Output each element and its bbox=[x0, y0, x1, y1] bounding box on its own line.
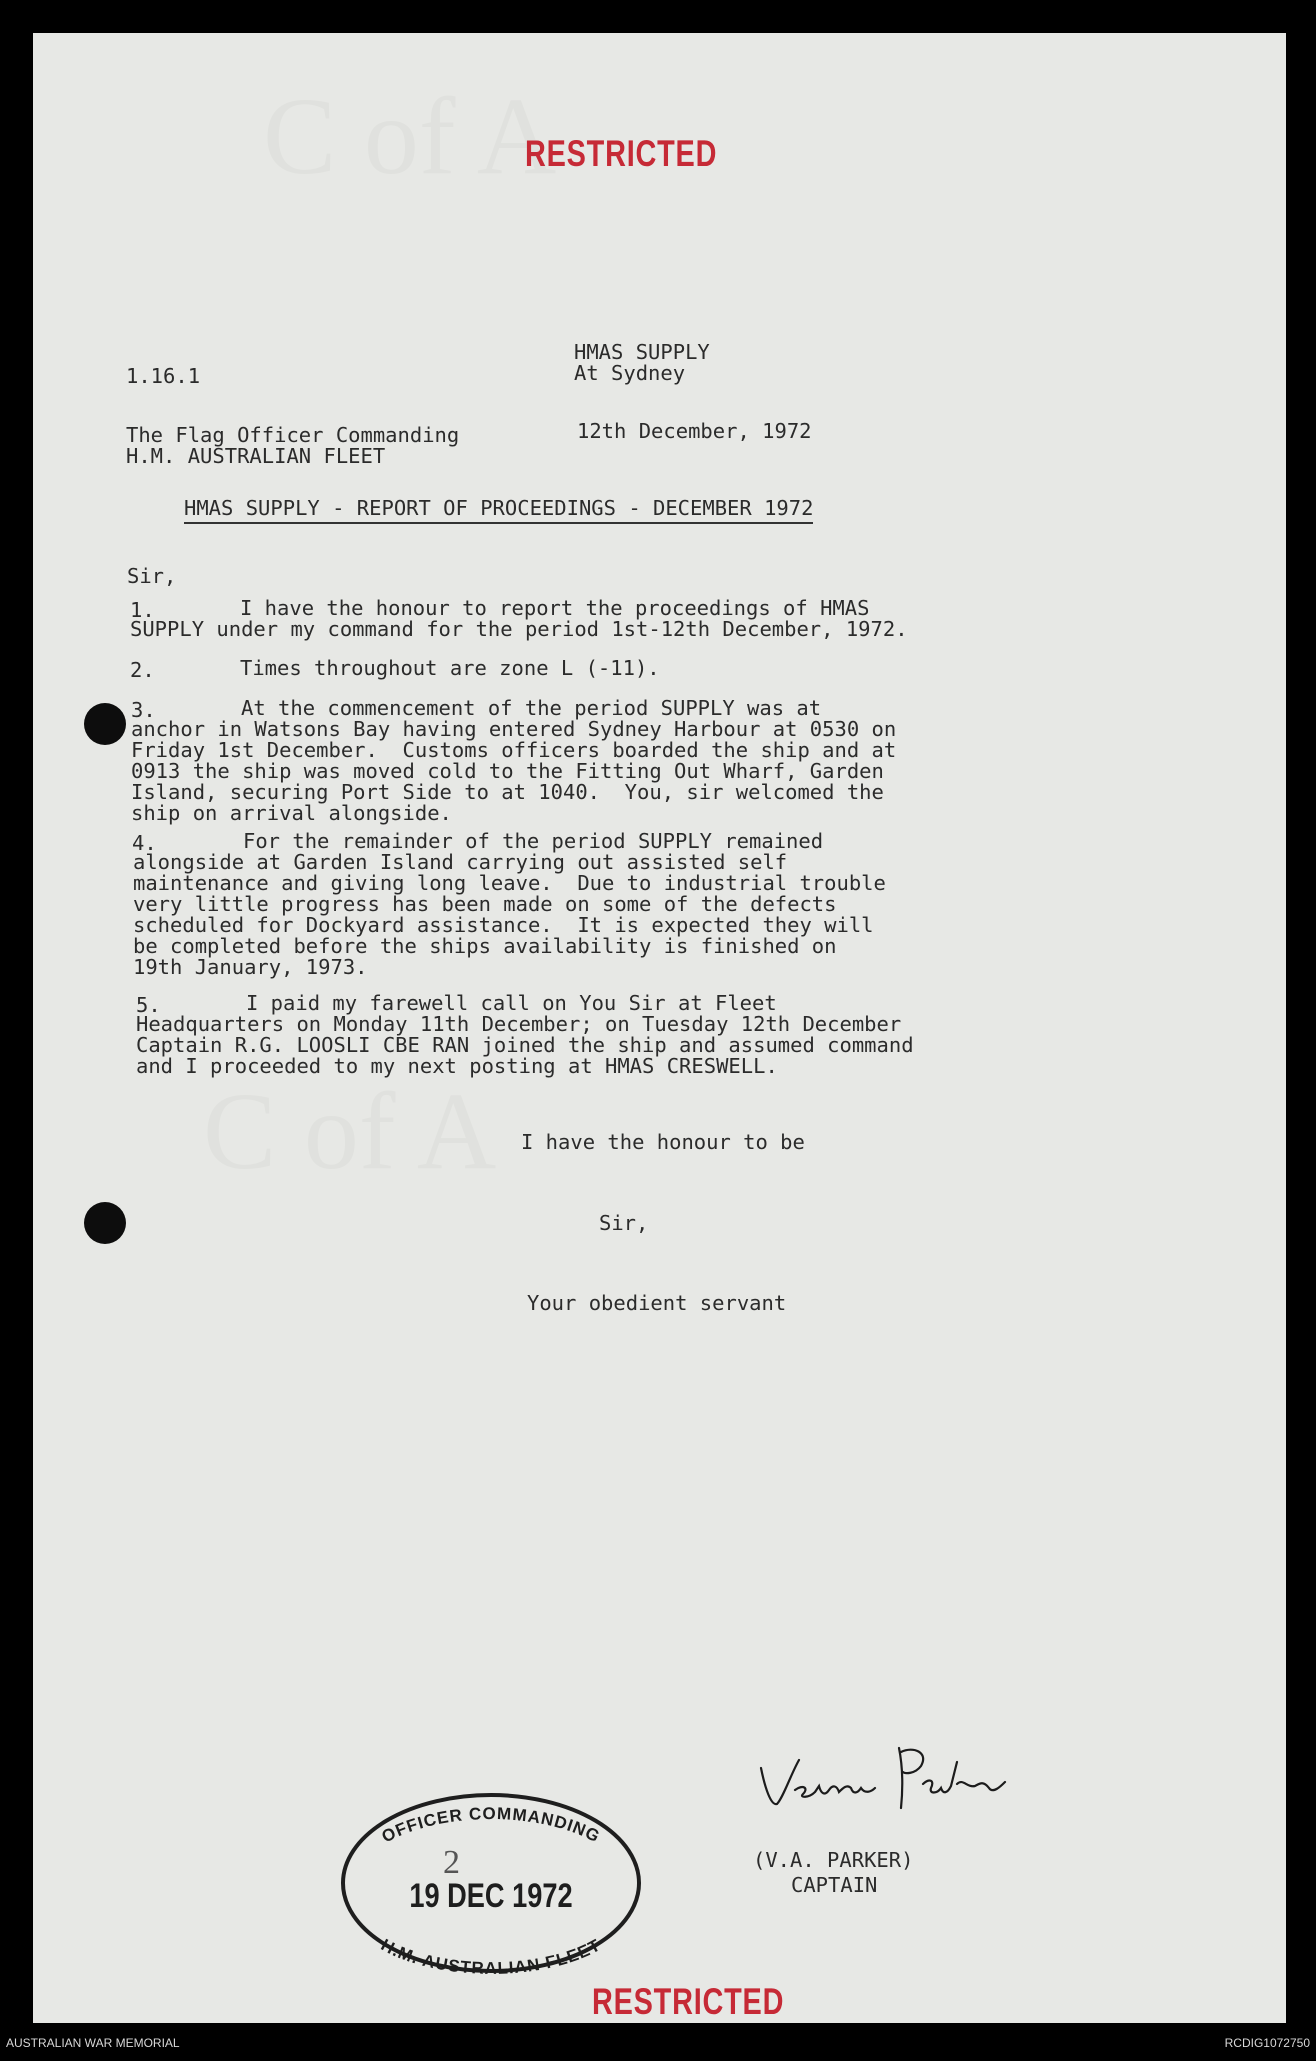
punch-hole-top bbox=[84, 703, 126, 745]
sender-location: At Sydney bbox=[574, 361, 686, 385]
signature-scribble bbox=[753, 1738, 1013, 1818]
restricted-stamp-bottom: RESTRICTED bbox=[592, 1981, 785, 2022]
paragraph-1-number: 1. bbox=[130, 598, 155, 622]
signatory-rank: CAPTAIN bbox=[791, 1873, 878, 1897]
paragraph-3-line: anchor in Watsons Bay having entered Sydney Harbour at 0530 on bbox=[131, 717, 897, 741]
paragraph-5-number: 5. bbox=[136, 993, 161, 1017]
recipient-line1: The Flag Officer Commanding bbox=[126, 423, 460, 447]
paragraph-5-line: and I proceeded to my next posting at HMAS CRESWELL. bbox=[136, 1054, 778, 1078]
letter-date: 12th December, 1972 bbox=[577, 419, 812, 443]
stamp-handwritten-mark: 2 bbox=[443, 1844, 460, 1881]
document-page bbox=[33, 33, 1286, 2023]
signatory-name: (V.A. PARKER) bbox=[753, 1848, 914, 1872]
paragraph-5-line: I paid my farewell call on You Sir at Fleet bbox=[246, 991, 777, 1015]
subject-line: HMAS SUPPLY - REPORT OF PROCEEDINGS - DECEMBER 1972 bbox=[184, 495, 813, 524]
paragraph-4-number: 4. bbox=[132, 831, 157, 855]
paragraph-5-line: Captain R.G. LOOSLI CBE RAN joined the ship and assumed command bbox=[136, 1033, 914, 1057]
received-date-stamp bbox=[331, 1783, 651, 1981]
stamp-top-text: OFFICER COMMANDING bbox=[378, 1804, 604, 1847]
paragraph-3-line: Island, securing Port Side to at 1040. You, sir welcomed the bbox=[131, 780, 884, 804]
paragraph-3-number: 3. bbox=[131, 698, 156, 722]
footer-archive-name: AUSTRALIAN WAR MEMORIAL bbox=[6, 2036, 180, 2050]
paragraph-3-line: 0913 the ship was moved cold to the Fitting Out Wharf, Garden bbox=[131, 759, 884, 783]
paragraph-2-line: Times throughout are zone L (-11). bbox=[240, 656, 660, 680]
recipient-line2: H.M. AUSTRALIAN FLEET bbox=[126, 444, 386, 468]
paragraph-1-line: I have the honour to report the proceedings of HMAS bbox=[240, 596, 870, 620]
paragraph-4-line: alongside at Garden Island carrying out assisted self bbox=[133, 850, 788, 874]
paragraph-3-line: Friday 1st December. Customs officers boarded the ship and at bbox=[131, 738, 897, 762]
salutation: Sir, bbox=[127, 564, 177, 588]
closing-line-servant: Your obedient servant bbox=[527, 1291, 787, 1315]
footer-record-id: RCDIG1072750 bbox=[1224, 2036, 1310, 2050]
paragraph-4-line: be completed before the ships availability is finished on bbox=[133, 934, 837, 958]
paragraph-1-line: SUPPLY under my command for the period 1st-12th December, 1972. bbox=[130, 617, 908, 641]
sender-ship: HMAS SUPPLY bbox=[574, 340, 710, 364]
watermark-middle: C of A bbox=[203, 1070, 497, 1192]
watermark-top: C of A bbox=[263, 75, 557, 197]
paragraph-4-line: 19th January, 1973. bbox=[133, 955, 368, 979]
stamp-date: 19 DEC 1972 bbox=[409, 1876, 573, 1915]
closing-line-sir: Sir, bbox=[599, 1211, 649, 1235]
svg-text:H.M. AUSTRALIAN FLEET bbox=[378, 1935, 604, 1978]
punch-hole-bottom bbox=[84, 1202, 126, 1244]
paragraph-4-line: For the remainder of the period SUPPLY remained bbox=[243, 829, 824, 853]
paragraph-3-line: At the commencement of the period SUPPLY was at bbox=[241, 696, 822, 720]
paragraph-4-line: maintenance and giving long leave. Due to industrial trouble bbox=[133, 871, 886, 895]
closing-line-honour: I have the honour to be bbox=[521, 1130, 805, 1154]
paragraph-3-line: ship on arrival alongside. bbox=[131, 801, 452, 825]
paragraph-5-line: Headquarters on Monday 11th December; on Tuesday 12th December bbox=[136, 1012, 902, 1036]
paragraph-4-line: scheduled for Dockyard assistance. It is expected they will bbox=[133, 913, 874, 937]
paragraph-2-number: 2. bbox=[130, 658, 155, 682]
paragraph-4-line: very little progress has been made on some of the defects bbox=[133, 892, 837, 916]
reference-number: 1.16.1 bbox=[126, 364, 201, 388]
restricted-stamp-top: RESTRICTED bbox=[525, 133, 718, 174]
stamp-bottom-text: H.M. AUSTRALIAN FLEET bbox=[377, 1935, 605, 1978]
